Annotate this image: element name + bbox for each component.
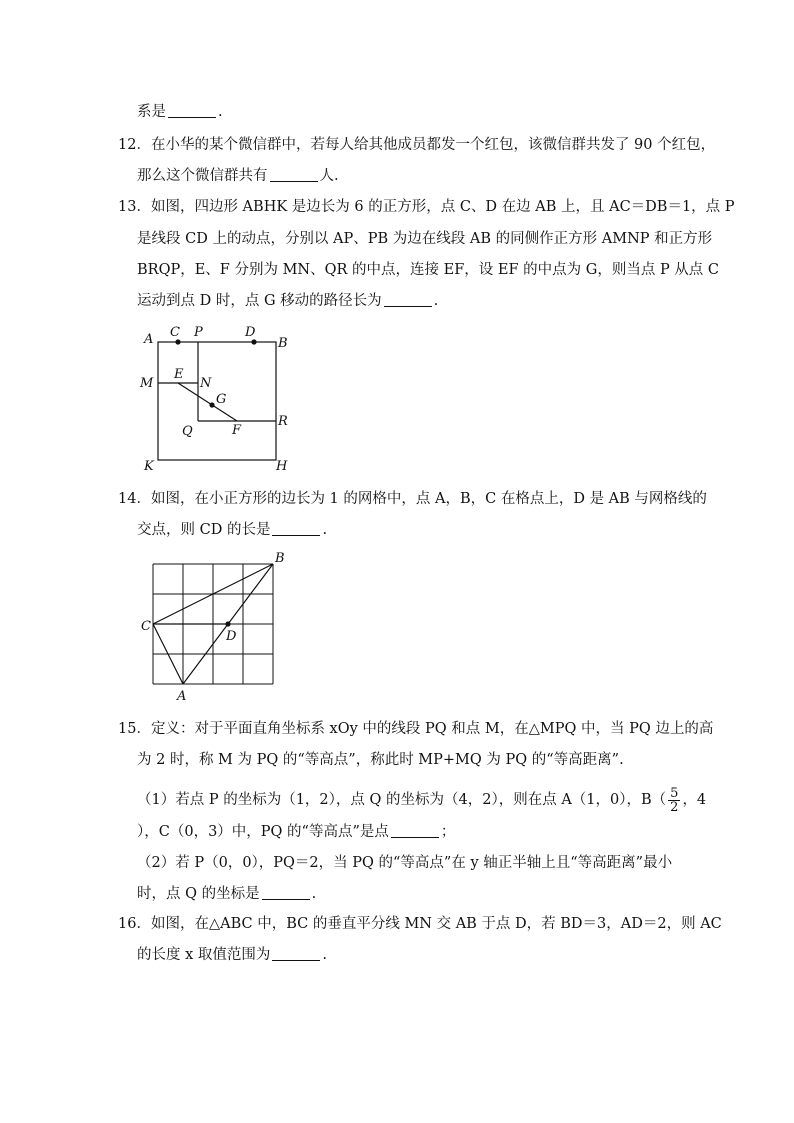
answer-blank[interactable] bbox=[272, 521, 320, 536]
label-d: D bbox=[226, 629, 237, 644]
label-c: C bbox=[141, 619, 151, 634]
q13-text-1: 如图，四边形 ABHK 是边长为 6 的正方形，点 C、D 在边 AB 上，且 AC＝DB＝1，点 P bbox=[150, 199, 735, 215]
label-p: P bbox=[194, 325, 203, 340]
answer-blank[interactable] bbox=[262, 885, 310, 900]
label-g: G bbox=[216, 392, 227, 407]
q13-number: 13． bbox=[118, 199, 151, 215]
q15-p1-text-a: （1）若点 P 的坐标为（1，2），点 Q 的坐标为（4，2），则在点 A（1，0），B（ bbox=[137, 792, 667, 808]
label-e: E bbox=[174, 367, 184, 382]
q15-p2-end: . bbox=[311, 886, 317, 902]
q14-line1 bbox=[118, 489, 707, 509]
q13-text-4b: . bbox=[433, 293, 439, 309]
point-g bbox=[209, 402, 214, 407]
label-r: R bbox=[278, 414, 288, 429]
q12-text-2a: 那么这个微信群共有 bbox=[137, 168, 268, 184]
q15-text-2: 为 2 时，称 M 为 PQ 的“等高点”，称此时 MP+MQ 为 PQ 的“等高距离”. bbox=[137, 752, 624, 768]
q15-part2 bbox=[137, 853, 672, 873]
q13-line1 bbox=[118, 197, 735, 217]
q15-p1-text-b: ，4 bbox=[682, 792, 707, 808]
q16-line1 bbox=[118, 914, 722, 934]
q15-text-1: 定义：对于平面直角坐标系 xOy 中的线段 PQ 和点 M，在△MPQ 中，当 PQ 边上的高 bbox=[150, 721, 714, 737]
answer-blank[interactable] bbox=[272, 946, 320, 961]
answer-blank[interactable] bbox=[384, 292, 432, 307]
q15-part2-cont bbox=[137, 884, 316, 904]
label-d: D bbox=[245, 325, 256, 340]
q16-number: 16． bbox=[118, 916, 151, 932]
q11-tail-text: 系是 bbox=[137, 104, 166, 120]
q12-number: 12． bbox=[118, 137, 151, 153]
label-b: B bbox=[275, 551, 285, 566]
label-c: C bbox=[170, 325, 180, 340]
label-q: Q bbox=[182, 424, 193, 439]
q13-text-4a: 运动到点 D 时，点 G 移动的路径长为 bbox=[137, 293, 382, 309]
q15-number: 15． bbox=[118, 721, 151, 737]
q15-p2-text-a: （2）若 P（0，0），PQ＝2，当 PQ 的“等高点”在 y 轴正半轴上且“等高距离”最小 bbox=[137, 855, 673, 871]
label-n: N bbox=[200, 376, 212, 391]
q13-figure bbox=[130, 320, 300, 480]
q15-part1-cont bbox=[137, 822, 455, 842]
q13-line3 bbox=[137, 260, 719, 280]
q12-line1 bbox=[118, 135, 715, 155]
q16-text-1: 如图，在△ABC 中，BC 的垂直平分线 MN 交 AB 于点 D，若 BD＝3，AD＝2，则 AC bbox=[150, 916, 722, 932]
answer-blank[interactable] bbox=[168, 103, 216, 118]
q12-line2 bbox=[137, 166, 339, 186]
q13-line2 bbox=[137, 229, 712, 249]
q15-p2-text-b: 时，点 Q 的坐标是 bbox=[137, 886, 260, 902]
fraction-numerator: 5 bbox=[670, 785, 679, 801]
q14-text-1: 如图，在小正方形的边长为 1 的网格中，点 A，B，C 在格点上，D 是 AB 与网格线的 bbox=[150, 491, 707, 507]
label-k: K bbox=[144, 459, 154, 474]
q14-line2 bbox=[137, 520, 327, 540]
point-c bbox=[175, 339, 180, 344]
q14-figure bbox=[135, 548, 295, 704]
q16-line2 bbox=[137, 945, 327, 965]
q11-tail bbox=[137, 102, 223, 122]
label-b: B bbox=[278, 336, 288, 351]
q11-end: . bbox=[218, 104, 223, 120]
q15-line2 bbox=[137, 750, 624, 770]
q15-p1-end: ； bbox=[440, 824, 456, 840]
q15-p1-text-c: ），C（0，3）中，PQ 的“等高点”是点 bbox=[137, 824, 389, 840]
answer-blank[interactable] bbox=[391, 823, 439, 838]
label-f: F bbox=[232, 423, 242, 438]
answer-blank[interactable] bbox=[270, 167, 318, 182]
q14-text-2b: . bbox=[322, 522, 328, 538]
q15-part1 bbox=[137, 786, 706, 814]
label-h: H bbox=[276, 459, 288, 474]
point-d bbox=[251, 339, 256, 344]
point-d bbox=[225, 621, 230, 626]
q13-line4 bbox=[137, 291, 438, 311]
q13-text-2: 是线段 CD 上的动点，分别以 AP、PB 为边在线段 AB 的同侧作正方形 AMNP 和正方形 bbox=[137, 231, 713, 247]
q14-number: 14． bbox=[118, 491, 151, 507]
q16-text-2a: 的长度 x 取值范围为 bbox=[137, 947, 271, 963]
label-a: A bbox=[177, 689, 187, 704]
label-m: M bbox=[140, 376, 154, 391]
q12-text-2b: 人. bbox=[319, 168, 339, 184]
q12-text: 在小华的某个微信群中，若每人给其他成员都发一个红包，该微信群共发了 90 个红包， bbox=[150, 137, 716, 153]
q13-text-3: BRQP，E、F 分别为 MN、QR 的中点，连接 EF，设 EF 的中点为 G，则当点 P 从点 C bbox=[137, 262, 720, 278]
fraction-denominator: 2 bbox=[670, 799, 679, 815]
q16-text-2b: . bbox=[322, 947, 328, 963]
q15-line1 bbox=[118, 719, 713, 739]
q14-text-2a: 交点，则 CD 的长是 bbox=[137, 522, 271, 538]
fraction-five-halves bbox=[668, 787, 680, 814]
label-a: A bbox=[144, 332, 154, 347]
